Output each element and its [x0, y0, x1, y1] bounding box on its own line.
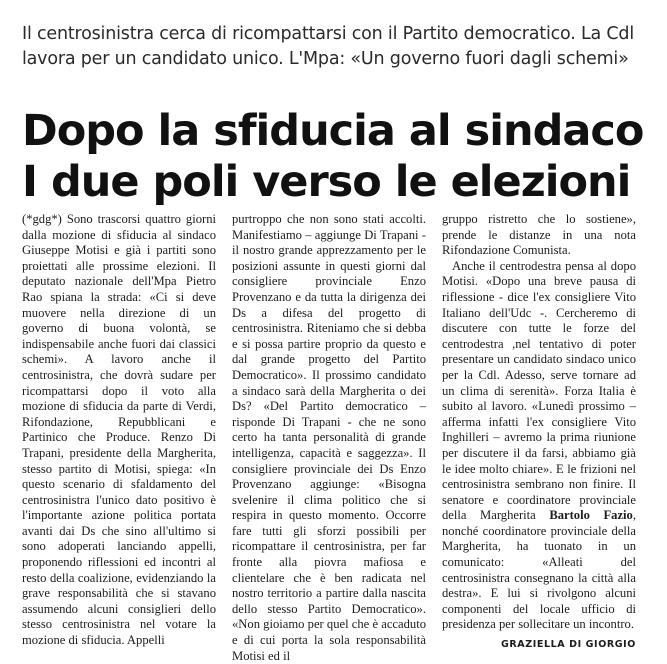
- text-run: Anche il centrodestra pensa al dopo Motisi. «Dopo una breve pausa di riflessione - dice l'ex consigliere Vito Italiano dell'Udc -. Cercheremo di discutere con tutte le forze del centrodestra ,nel tentativo di poter presentare un candidato sindaco unico per la Cdl. Adesso, serve tornare ad un clima di serenità». Forza Italia è subito al lavoro. «Lunedì prossimo – afferma infatti l'ex consigliere Vito Inghilleri – avremo la prima riunione per discutere il da farsi, abbiamo già le idee molto chiare». E le frizioni nel centrosinistra sembrano non finire. Il senatore e coordinatore provinciale della Margherita: [442, 258, 636, 523]
- article-body: [22, 212, 636, 663]
- author-byline: GRAZIELLA DI GIORGIO: [500, 639, 636, 651]
- headline-line-2: I due poli verso le elezioni: [22, 157, 631, 207]
- name-highlight: Bartolo Fazio: [549, 508, 633, 523]
- text-run: , nonché coordinatore provinciale della Margherita, ha tuonato in un comunicato: «Alleati del centrosinistra consegnano la città alla destra». E lui si rivolgono alcuni componenti del locale ufficio di presidenza per sollecitare un incontro.: [442, 508, 636, 632]
- paragraph: [442, 259, 636, 633]
- headline-line-1: Dopo la sfiducia al sindaco: [22, 106, 644, 156]
- column-1: [22, 212, 216, 648]
- column-2: [232, 212, 426, 663]
- headline: [22, 106, 652, 208]
- subheadline: Il centrosinistra cerca di ricompattarsi con il Partito democratico. La Cdl lavora per un candidato unico. L'Mpa: «Un governo fuori dagli schemi»: [22, 24, 635, 69]
- column-3: [442, 212, 636, 651]
- paragraph: gruppo ristretto che lo sostiene», prende le distanze in una nota Rifondazione Comunista.: [442, 212, 636, 258]
- paragraph: purtroppo che non sono stati accolti. Manifestiamo – aggiunge Di Trapani - il nostro grande apprezzamento per le posizioni assunte in questi giorni dal consigliere provinciale Enzo Provenzano e da tutta la dirigenza dei Ds a difesa del progetto di centrosinistra. Riteniamo che si debba e si possa partire proprio da questo e dal grande progetto del Partito Democratico». Il prossimo candidato a sindaco sarà della Margherita o dei Ds? «Del Partito democratico – risponde Di Trapani - che ne sono certo ha tanta personalità di grande intelligenza, capacità e saggezza». Il consigliere provinciale dei Ds Enzo Provenzano aggiunge: «Bisogna svelenire il clima politico che si respira in questo momento. Occorre fare tutti gli sforzi possibili per ricompattare il centrosinistra, per far fronte alla piovra mafiosa e clientelare che è ben radicata nel nostro territorio a partire dalla nascita dello stesso Partito Democratico». «Non gioiamo per quel che è accaduto e di cui porta la sola responsabilità Motisi ed il: [232, 212, 426, 663]
- paragraph: (*gdg*) Sono trascorsi quattro giorni dalla mozione di sfiducia al sindaco Giuseppe Motisi e già i partiti sono proiettati alle prossime elezioni. Il deputato nazionale dell'Mpa Pietro Rao spiana la strada: «Ci si deve muovere nella direzione di un governo di buona volontà, se indispensabile anche fuori dai classici schemi». A lavoro anche il centrosinistra, che dovrà sudare per ricompattarsi dopo il voto alla mozione di sfiducia da parte di Verdi, Rifondazione, Repubblicani e Partinico che Produce. Renzo Di Trapani, presidente della Margherita, stesso partito di Motisi, spiega: «In questo scenario di sfaldamento del centrosinistra l'unico dato positivo è l'importante azione politica portata avanti dai Ds che sino all'ultimo si sono adoperati lanciando appelli, proponendo riflessioni ed incontri al resto della coalizione, evidenziando la grave responsabilità che si stavano assumendo alcuni consiglieri dello stesso centrosinistra nel votare la mozione di sfiducia. Appelli: [22, 212, 216, 648]
